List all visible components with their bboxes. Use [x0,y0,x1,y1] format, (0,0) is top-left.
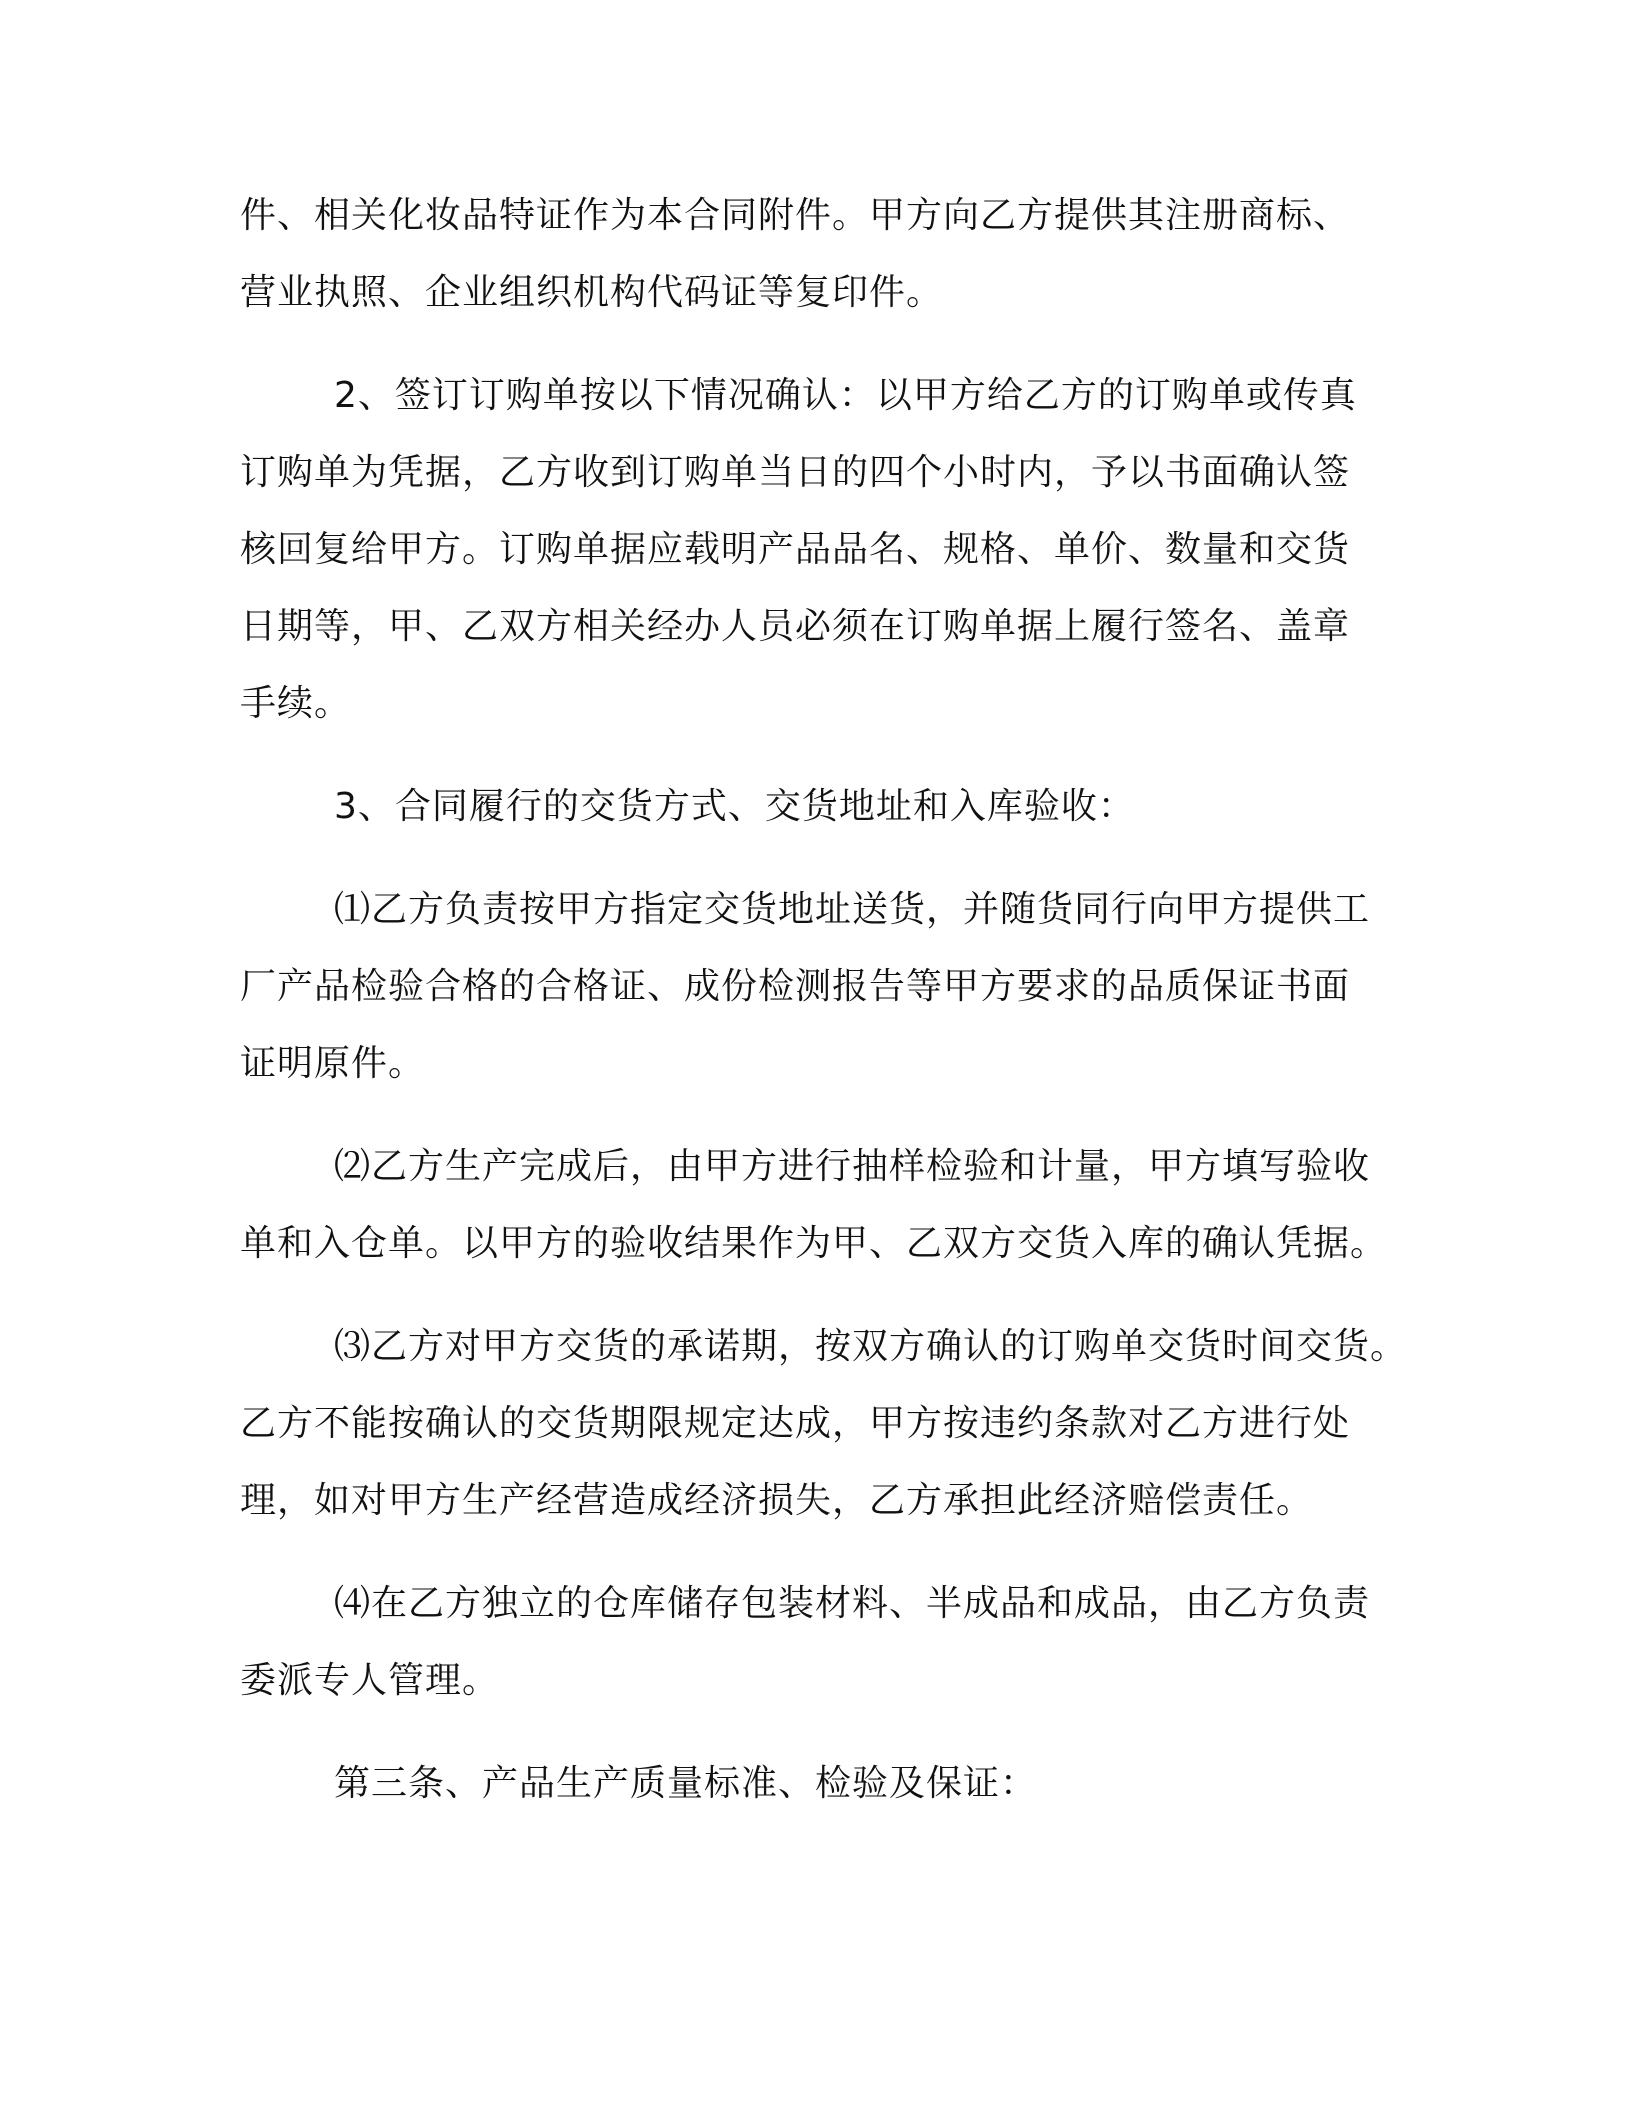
text-line: 理，如对甲方生产经营造成经济损失，乙方承担此经济赔偿责任。 [240,1480,1314,1521]
clause-3-heading: 3、合同履行的交货方式、交货地址和入库验收： [334,786,1135,827]
text-line: 订购单为凭据，乙方收到订购单当日的四个小时内，予以书面确认签 [240,452,1351,493]
text-line: 乙方不能按确认的交货期限规定达成，甲方按违约条款对乙方进行处 [240,1403,1351,1444]
text-line: 件、相关化妆品特证作为本合同附件。甲方向乙方提供其注册商标、 [240,195,1351,236]
text-line: 核回复给甲方。订购单据应载明产品品名、规格、单价、数量和交货 [240,529,1351,570]
article-3-heading: 第三条、产品生产质量标准、检验及保证： [334,1763,1038,1804]
text-line: 委派专人管理。 [240,1660,500,1701]
item-3-start: ⑶乙方对甲方交货的承诺期，按双方确认的订购单交货时间交货。 [334,1326,1408,1367]
text-line: 厂产品检验合格的合格证、成份检测报告等甲方要求的品质保证书面 [240,966,1351,1007]
text-line: 单和入仓单。以甲方的验收结果作为甲、乙双方交货入库的确认凭据。 [240,1223,1388,1264]
text-line: 手续。 [240,683,352,724]
text-line: 营业执照、企业组织机构代码证等复印件。 [240,272,944,313]
clause-2-start: 2、签订订购单按以下情况确认：以甲方给乙方的订购单或传真 [334,375,1357,416]
item-4-start: ⑷在乙方独立的仓库储存包装材料、半成品和成品，由乙方负责 [334,1583,1371,1624]
text-line: 日期等，甲、乙双方相关经办人员必须在订购单据上履行签名、盖章 [240,606,1351,647]
item-1-start: ⑴乙方负责按甲方指定交货地址送货，并随货同行向甲方提供工 [334,889,1371,930]
text-line: 证明原件。 [240,1043,426,1084]
item-2-start: ⑵乙方生产完成后，由甲方进行抽样检验和计量，甲方填写验收 [334,1146,1371,1187]
